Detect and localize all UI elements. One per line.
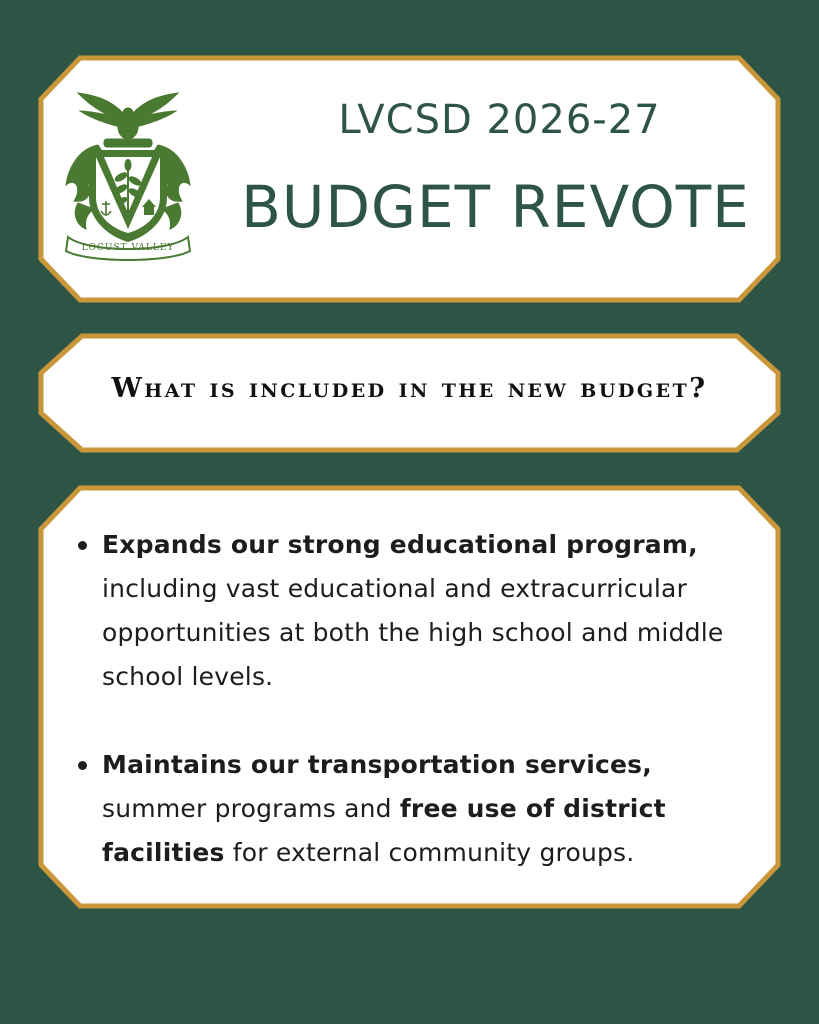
question-heading: What is included in the new budget? <box>111 373 708 404</box>
bullet-bold: Maintains our transportation services, <box>102 750 652 779</box>
bullet-text: including vast educational and extracurricular opportunities at both the high school and middle school levels. <box>102 574 724 691</box>
bullet-bold: free use of district facilities <box>102 794 666 867</box>
header-panel <box>38 55 781 303</box>
crest-ribbon-text: LOCUST VALLEY <box>81 243 175 253</box>
bullet-text: for external community groups. <box>224 838 635 867</box>
list-item <box>76 743 761 875</box>
bullet-bold: Expands our strong educational program, <box>102 530 698 559</box>
body-panel <box>38 485 781 909</box>
question-panel <box>38 333 781 453</box>
title-line-2: BUDGET REVOTE <box>241 173 750 241</box>
title-line-1: LVCSD 2026-27 <box>338 97 661 143</box>
bullet-text: summer programs and <box>102 794 400 823</box>
list-item <box>76 523 761 699</box>
locust-valley-crest-icon <box>58 89 198 261</box>
bullet-list <box>76 523 761 875</box>
